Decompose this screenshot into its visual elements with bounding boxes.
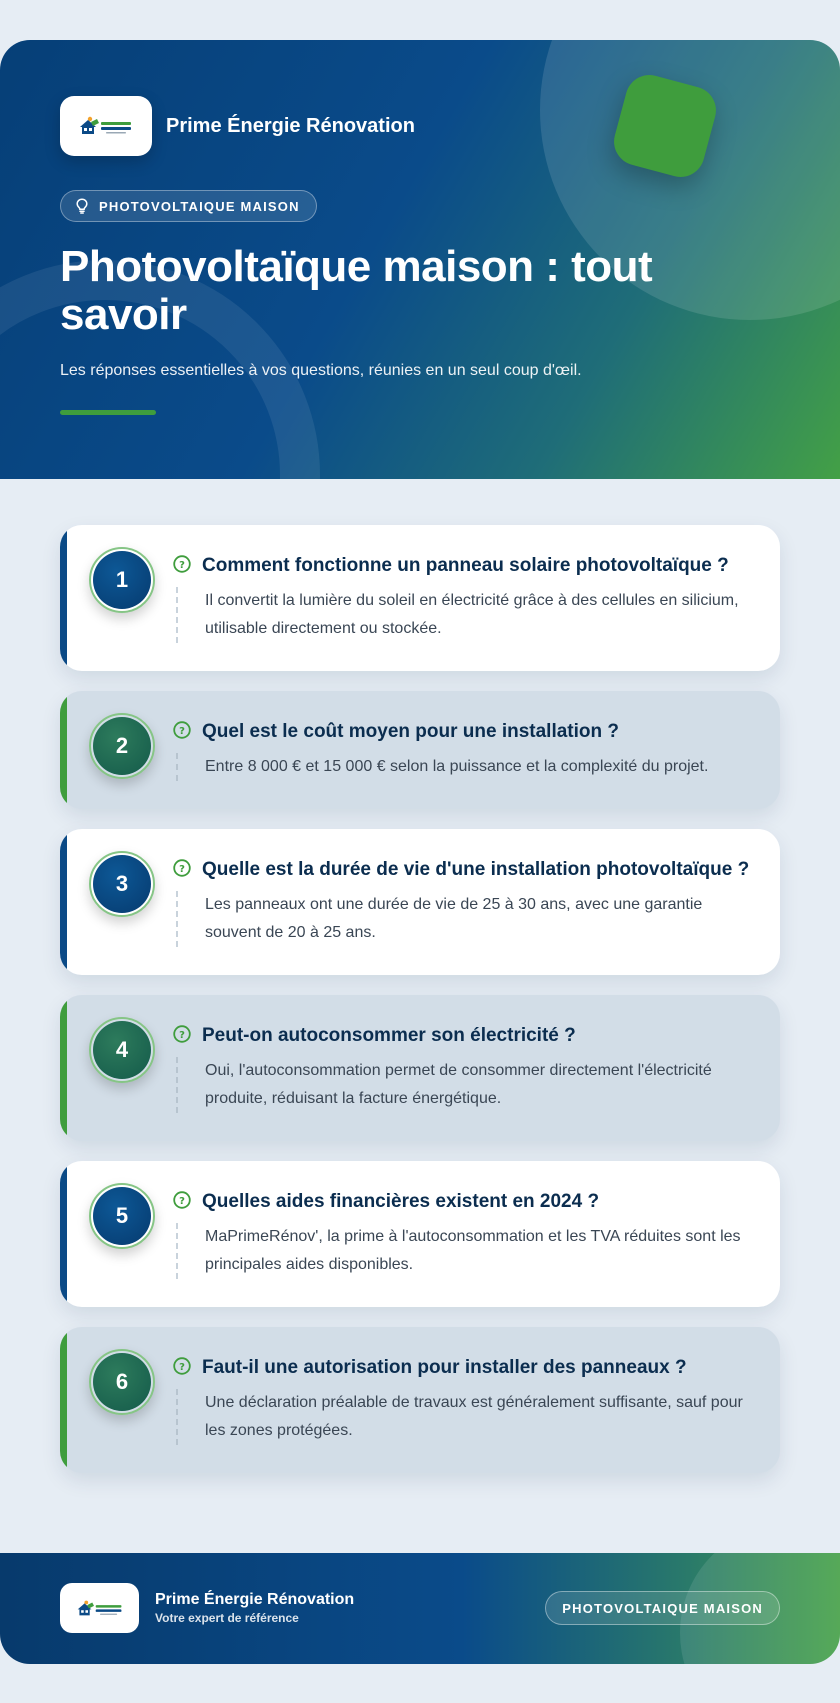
card-accent-stripe <box>60 995 67 1141</box>
footer-brand <box>60 1583 354 1633</box>
faq-number: 5 <box>93 1187 151 1245</box>
faq-content <box>173 1161 780 1307</box>
faq-number-badge <box>89 1017 155 1083</box>
faq-answer: MaPrimeRénov', la prime à l'autoconsommation et les TVA réduites sont les principales aides disponibles. <box>205 1228 741 1273</box>
faq-question: Quelles aides financières existent en 2024 ? <box>202 1191 600 1212</box>
footer-brand-name: Prime Énergie Rénovation <box>155 1591 355 1608</box>
faq-card <box>60 691 780 809</box>
faq-number: 3 <box>93 855 151 913</box>
page-title: Photovoltaïque maison : tout savoir <box>60 242 653 339</box>
faq-question: Peut-on autoconsommer son électricité ? <box>202 1025 576 1046</box>
faq-question-row <box>173 553 752 579</box>
faq-question-row <box>173 1189 752 1215</box>
faq-card <box>60 995 780 1141</box>
faq-question: Faut-il une autorisation pour installer des panneaux ? <box>202 1357 687 1378</box>
svg-text:?: ? <box>179 560 185 571</box>
question-circle-icon <box>173 859 191 877</box>
footer-tagline: Votre expert de référence <box>155 1611 299 1625</box>
faq-number-badge <box>89 1349 155 1415</box>
svg-text:?: ? <box>179 726 185 737</box>
faq-question-row <box>173 719 752 745</box>
faq-answer-block <box>176 587 752 643</box>
faq-number: 2 <box>93 717 151 775</box>
svg-text:?: ? <box>179 1196 185 1207</box>
faq-number-badge <box>89 547 155 613</box>
faq-number-badge <box>89 713 155 779</box>
faq-answer: Il convertit la lumière du soleil en électricité grâce à des cellules en silicium, utilisable directement ou stockée. <box>205 592 739 637</box>
faq-answer: Oui, l'autoconsommation permet de consommer directement l'électricité produite, réduisant la facture énergétique. <box>205 1062 712 1107</box>
faq-answer-block <box>176 1223 752 1279</box>
faq-answer-block <box>176 1057 752 1113</box>
faq-number-badge <box>89 851 155 917</box>
page-subtitle: Les réponses essentielles à vos questions, réunies en un seul coup d'œil. <box>60 362 582 379</box>
category-pill-label: PHOTOVOLTAIQUE MAISON <box>99 198 300 214</box>
faq-content <box>173 995 780 1141</box>
faq-question-row <box>173 1355 752 1381</box>
faq-number-badge <box>89 1183 155 1249</box>
faq-content <box>173 1327 780 1473</box>
faq-question-row <box>173 857 752 883</box>
house-solar-logo-icon <box>76 1599 124 1618</box>
question-circle-icon <box>173 721 191 739</box>
faq-card <box>60 1327 780 1473</box>
card-accent-stripe <box>60 525 67 671</box>
hero-header <box>0 40 840 479</box>
question-circle-icon <box>173 1025 191 1043</box>
faq-card <box>60 829 780 975</box>
question-circle-icon <box>173 555 191 573</box>
footer-logo <box>60 1583 139 1633</box>
faq-answer: Les panneaux ont une durée de vie de 25 à 30 ans, avec une garantie souvent de 20 à 25 ans. <box>205 896 703 941</box>
faq-question-row <box>173 1023 752 1049</box>
question-circle-icon <box>173 1357 191 1375</box>
faq-card <box>60 1161 780 1307</box>
faq-number: 4 <box>93 1021 151 1079</box>
faq-number: 6 <box>93 1353 151 1411</box>
footer <box>0 1553 840 1664</box>
svg-text:?: ? <box>179 864 185 875</box>
faq-question: Comment fonctionne un panneau solaire photovoltaïque ? <box>202 555 729 576</box>
footer-text <box>155 1590 354 1626</box>
faq-content <box>173 525 780 671</box>
svg-text:?: ? <box>179 1362 185 1373</box>
faq-question: Quel est le coût moyen pour une installation ? <box>202 721 619 742</box>
lightbulb-icon <box>75 198 89 214</box>
brand-logo <box>60 96 152 156</box>
faq-content <box>173 691 780 809</box>
faq-list <box>60 525 780 1493</box>
card-accent-stripe <box>60 691 67 809</box>
footer-category-pill: PHOTOVOLTAIQUE MAISON <box>545 1591 780 1625</box>
faq-number: 1 <box>93 551 151 609</box>
faq-content <box>173 829 780 975</box>
faq-question: Quelle est la durée de vie d'une installation photovoltaïque ? <box>202 859 750 880</box>
faq-answer: Entre 8 000 € et 15 000 € selon la puissance et la complexité du projet. <box>205 758 709 775</box>
faq-card <box>60 525 780 671</box>
faq-answer-block <box>176 891 752 947</box>
brand-name: Prime Énergie Rénovation <box>166 114 415 137</box>
svg-text:?: ? <box>179 1030 185 1041</box>
faq-answer-block <box>176 753 752 781</box>
card-accent-stripe <box>60 1161 67 1307</box>
house-solar-logo-icon <box>78 115 134 137</box>
faq-answer-block <box>176 1389 752 1445</box>
faq-answer: Une déclaration préalable de travaux est généralement suffisante, sauf pour les zones protégées. <box>205 1394 743 1439</box>
card-accent-stripe <box>60 1327 67 1473</box>
card-accent-stripe <box>60 829 67 975</box>
brand <box>60 96 415 156</box>
title-accent-bar <box>60 410 156 415</box>
category-pill <box>60 190 317 222</box>
question-circle-icon <box>173 1191 191 1209</box>
